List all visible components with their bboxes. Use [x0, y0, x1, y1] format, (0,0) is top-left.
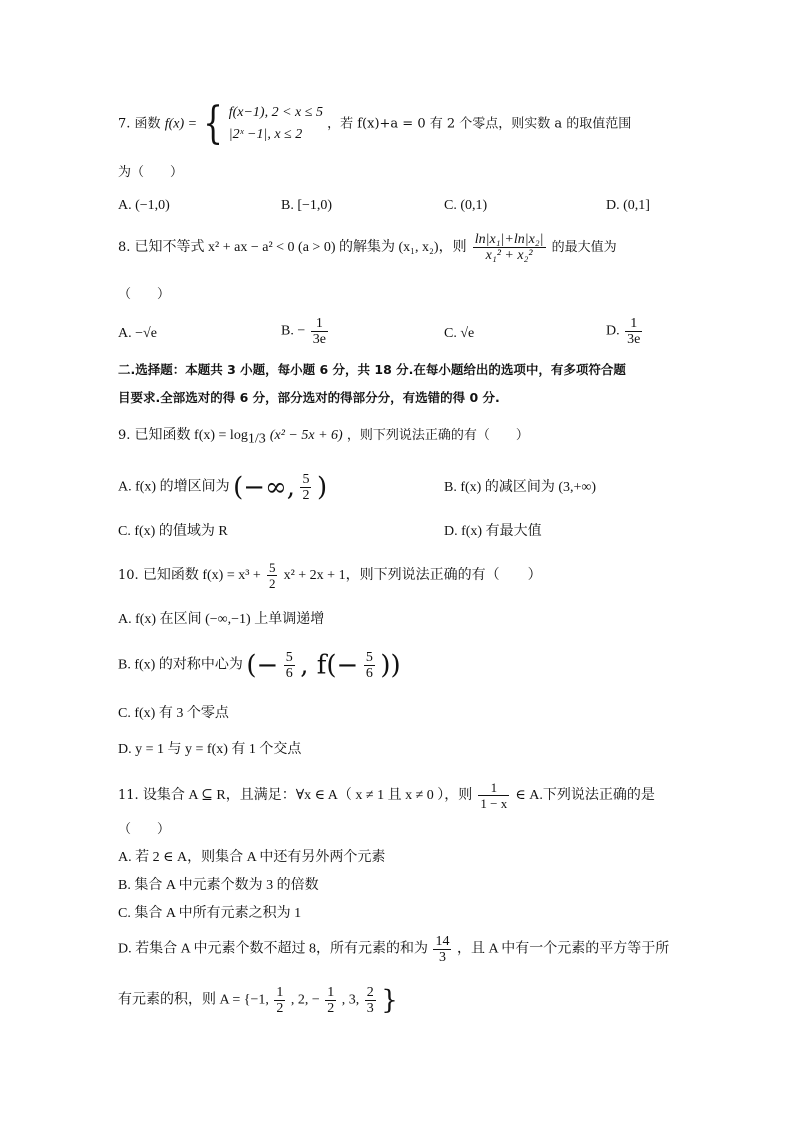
q11-cont: （ ）: [118, 822, 171, 837]
q9-option-a-pre: A. f(x) 的增区间为: [118, 479, 230, 495]
q8-option-b: [281, 316, 330, 347]
q10-option-b-close: )): [380, 650, 401, 681]
q11-line: [118, 780, 655, 811]
q8-option-d-den: 3e: [627, 332, 641, 347]
q8-option-c: C. √e: [444, 326, 475, 341]
q9-option-b: B. f(x) 的减区间为 (3,+∞): [444, 480, 597, 495]
q9-option-d: D. f(x) 有最大值: [444, 524, 542, 539]
q7-option-b: B. [−1,0): [281, 198, 333, 213]
q11-option-d-post: ，且 A 中有一个元素的平方等于所: [456, 941, 670, 957]
q7-mid: ，若 f(x)+a = 0 有 2 个零点，则实数 a 的取值范围: [327, 116, 632, 132]
q11-text-pre: 设集合 A ⊆ R，且满足：∀x ∈ A（ x ≠ 1 且 x ≠ 0 ），则: [142, 788, 473, 803]
q11-set-den3: 3: [366, 1001, 374, 1016]
q9-option-a-num: 5: [302, 472, 310, 487]
q10-line: [118, 560, 542, 591]
q9-number: 9.: [118, 428, 131, 443]
q8-option-b-sign: −: [297, 323, 306, 339]
q7-cont: 为（ ）: [118, 165, 184, 180]
q9-option-a-den: 2: [302, 488, 310, 503]
q9-line: [118, 426, 529, 450]
q10-option-d: D. y = 1 与 y = f(x) 有 1 个交点: [118, 742, 302, 757]
q7-line: [118, 98, 632, 149]
q8-option-b-label: B.: [281, 323, 294, 339]
q7-prefix: 函数: [134, 116, 161, 132]
q11-set-frac1: [274, 985, 285, 1016]
q7-case2: |2ˣ −1|, x ≤ 2: [228, 127, 303, 142]
q8-cont: （ ）: [118, 287, 171, 302]
q9-arg: (x² − 5x + 6): [269, 428, 343, 443]
q9-option-a-left: (−∞,: [233, 472, 295, 503]
q8-fraction: [473, 232, 546, 263]
q10-coef-frac: [267, 560, 278, 591]
q11-option-d-pre: D. 若集合 A 中元素个数不超过 8，所有元素的和为: [118, 941, 428, 957]
q11-set-num3: 2: [366, 985, 374, 1000]
q9-option-c: C. f(x) 的值域为 R: [118, 524, 228, 539]
q10-option-b-mid: , f(−: [300, 650, 359, 681]
q8-option-d-frac: [625, 316, 642, 347]
q11-option-d: [118, 934, 669, 965]
q10-option-b-den1: 6: [285, 666, 293, 681]
q7-fx: f(x) =: [164, 116, 201, 132]
q11-option-d-num: 14: [435, 934, 450, 949]
q10-option-b-num1: 5: [285, 650, 293, 665]
q11-text-post: ∈ A.下列说法正确的是: [515, 788, 655, 803]
q10-option-b-den2: 6: [365, 666, 373, 681]
q10-option-b-frac1: [284, 650, 295, 681]
q10-option-b-open: (−: [246, 650, 279, 681]
q7-option-d: D. (0,1]: [606, 198, 650, 213]
q7-cases: [229, 102, 323, 146]
q11-option-d-frac: [433, 934, 451, 965]
q10-text-post: x² + 2x + 1，则下列说法正确的有（ ）: [283, 568, 542, 583]
section2-line2: 目要求.全部选对的得 6 分，部分选对的得部分分，有选错的得 0 分.: [118, 390, 500, 405]
q11-fraction: [478, 780, 509, 811]
q9-log-base: 1/3: [247, 431, 266, 447]
section2-line1: 二.选择题：本题共 3 小题，每小题 6 分，共 18 分.在每小题给出的选项中，有多项符合题: [118, 362, 626, 377]
q7-case1: f(x−1), 2 < x ≤ 5: [228, 105, 323, 120]
q11-option-d-den: 3: [438, 950, 446, 965]
q7-brace: {: [202, 98, 223, 149]
q10-option-c: C. f(x) 有 3 个零点: [118, 706, 229, 721]
q7-option-a: A. (−1,0): [118, 198, 170, 213]
q8-text2: 的最大值为: [551, 240, 617, 255]
q11-frac-num: 1: [478, 780, 509, 796]
q8-text1: 已知不等式 x² + ax − a² < 0 (a > 0) 的解集为 (x₁, x₂)，则: [134, 240, 467, 255]
q7-option-c: C. (0,1): [444, 198, 488, 213]
q9-text: 已知函数 f(x) = log: [134, 428, 248, 443]
q8-frac-num: ln|x₁|+ln|x₂|: [474, 232, 544, 247]
q11-set-num2: 1: [327, 985, 335, 1000]
q11-option-c: C. 集合 A 中所有元素之积为 1: [118, 906, 302, 921]
q7-number: 7.: [118, 116, 131, 132]
q11-set-frac2: [325, 985, 336, 1016]
q9-option-a: [118, 472, 327, 503]
q10-coef-num: 5: [268, 560, 276, 575]
q11-set-frac3: [365, 985, 376, 1016]
q8-option-b-den: 3e: [312, 332, 326, 347]
q8-number: 8.: [118, 240, 131, 255]
q8-option-d-num: 1: [625, 316, 642, 332]
q11-option-b: B. 集合 A 中元素个数为 3 的倍数: [118, 878, 319, 893]
q8-option-b-frac: [311, 316, 328, 347]
q10-option-b-num2: 5: [365, 650, 373, 665]
q10-coef-den: 2: [268, 576, 276, 591]
q8-option-a: A. −√e: [118, 326, 157, 341]
q9-tail: ，则下列说法正确的有（ ）: [346, 428, 529, 443]
q10-option-b-pre: B. f(x) 的对称中心为: [118, 657, 243, 673]
q11-option-d-line2: [118, 985, 398, 1016]
q11-number: 11.: [118, 788, 139, 803]
q11-set-num1: 1: [276, 985, 284, 1000]
q11-set-den2: 2: [327, 1001, 335, 1016]
q11-option-d-line2-pre: 有元素的积，则 A = {−1,: [118, 992, 269, 1008]
q10-number: 10.: [118, 568, 139, 583]
q9-option-a-right: ): [316, 472, 328, 503]
q10-option-b-frac2: [364, 650, 375, 681]
q9-option-a-frac: [300, 472, 311, 503]
q8-option-d: [606, 316, 644, 347]
q11-set-mid2: , 3,: [341, 992, 360, 1008]
q8-frac-den: x₁² + x₂²: [485, 248, 533, 263]
q11-set-mid: , 2, −: [290, 992, 320, 1008]
q11-set-den1: 2: [276, 1001, 284, 1016]
q11-option-a: A. 若 2 ∈ A，则集合 A 中还有另外两个元素: [118, 850, 386, 865]
q11-set-end: }: [381, 985, 398, 1016]
q10-option-b: [118, 650, 401, 681]
q10-text-pre: 已知函数 f(x) = x³ +: [142, 568, 261, 583]
q11-frac-den: 1 − x: [480, 796, 508, 811]
q8-line: [118, 232, 617, 263]
q8-option-d-label: D.: [606, 323, 620, 339]
q8-option-b-num: 1: [311, 316, 328, 332]
q10-option-a: A. f(x) 在区间 (−∞,−1) 上单调递增: [118, 612, 325, 627]
